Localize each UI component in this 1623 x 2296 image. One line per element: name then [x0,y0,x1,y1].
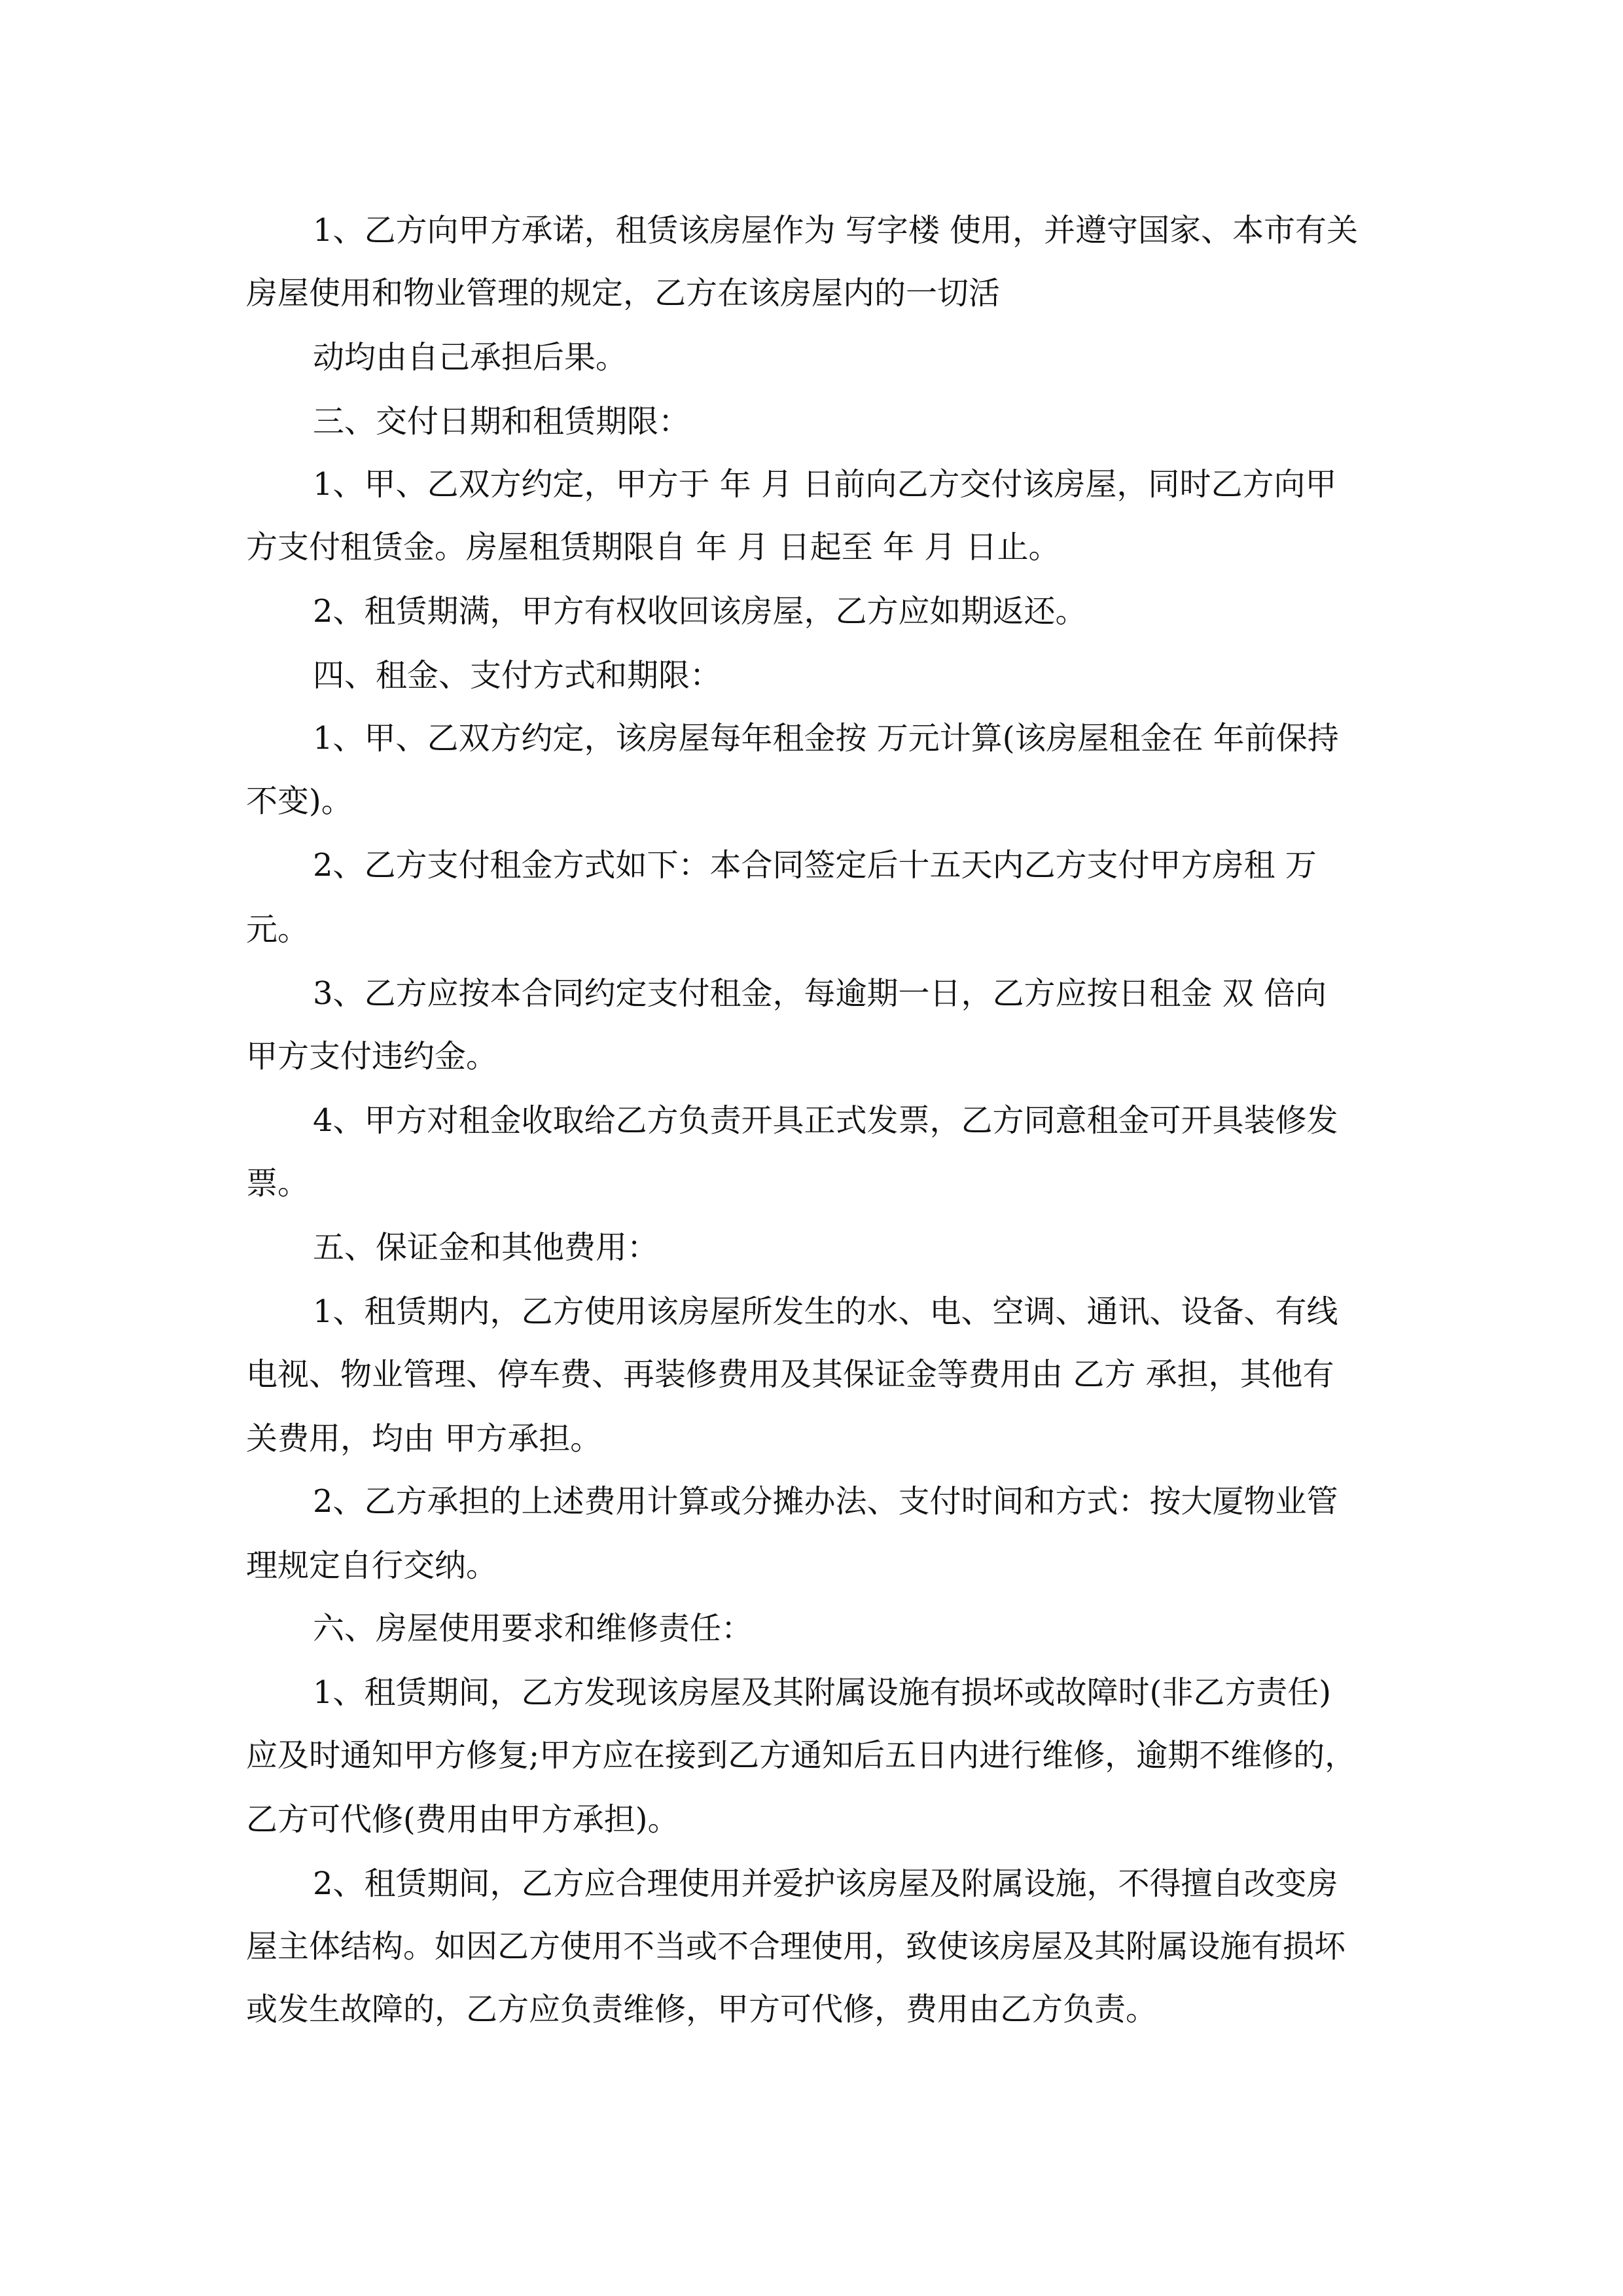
text-line: 元。 [246,911,310,948]
text-line: 乙方可代修(费用由甲方承担)。 [246,1801,679,1838]
text-line: 不变)。 [246,783,353,819]
text-line: 1、甲、乙双方约定，该房屋每年租金按 万元计算(该房屋租金在 年前保持 [313,720,1339,757]
section-heading: 三、交付日期和租赁期限： [313,403,690,440]
section-heading: 五、保证金和其他费用： [313,1229,659,1266]
text-line: 屋主体结构。如因乙方使用不当或不合理使用，致使该房屋及其附属设施有损坏 [246,1928,1346,1965]
text-line: 1、租赁期间，乙方发现该房屋及其附属设施有损坏或故障时(非乙方责任) [313,1674,1331,1711]
section-heading: 四、租金、支付方式和期限： [313,657,722,694]
text-line: 1、租赁期内，乙方使用该房屋所发生的水、电、空调、通讯、设备、有线 [313,1293,1338,1330]
text-line: 甲方支付违约金。 [246,1038,498,1075]
text-line: 关费用，均由 甲方承担。 [246,1420,602,1457]
text-line: 2、乙方承担的上述费用计算或分摊办法、支付时间和方式：按大厦物业管 [313,1483,1338,1520]
text-line: 理规定自行交纳。 [246,1547,498,1584]
text-line: 电视、物业管理、停车费、再装修费用及其保证金等费用由 乙方 承担，其他有 [246,1356,1334,1393]
text-line: 动均由自己承担后果。 [313,339,628,376]
text-line: 应及时通知甲方修复;甲方应在接到乙方通知后五日内进行维修，逾期不维修的， [246,1737,1357,1774]
text-line: 方支付租赁金。房屋租赁期限自 年 月 日起至 年 月 日止。 [246,529,1060,565]
text-line: 2、租赁期间，乙方应合理使用并爱护该房屋及附属设施，不得擅自改变房 [313,1865,1338,1902]
text-line: 3、乙方应按本合同约定支付租金，每逾期一日，乙方应按日租金 双 倍向 [313,975,1327,1012]
section-heading: 六、房屋使用要求和维修责任： [313,1610,753,1647]
text-line: 房屋使用和物业管理的规定，乙方在该房屋内的一切活 [246,275,1001,312]
text-line: 票。 [246,1165,310,1202]
text-line: 4、甲方对租金收取给乙方负责开具正式发票，乙方同意租金可开具装修发 [313,1102,1338,1139]
text-line: 2、租赁期满，甲方有权收回该房屋，乙方应如期返还。 [313,593,1087,630]
text-line: 或发生故障的，乙方应负责维修，甲方可代修，费用由乙方负责。 [246,1991,1158,2028]
text-line: 1、甲、乙双方约定，甲方于 年 月 日前向乙方交付该房屋，同时乙方向甲 [313,466,1337,503]
text-line: 1、乙方向甲方承诺，租赁该房屋作为 写字楼 使用，并遵守国家、本市有关 [313,212,1359,249]
text-line: 2、乙方支付租金方式如下：本合同签定后十五天内乙方支付甲方房租 万 [313,847,1317,884]
